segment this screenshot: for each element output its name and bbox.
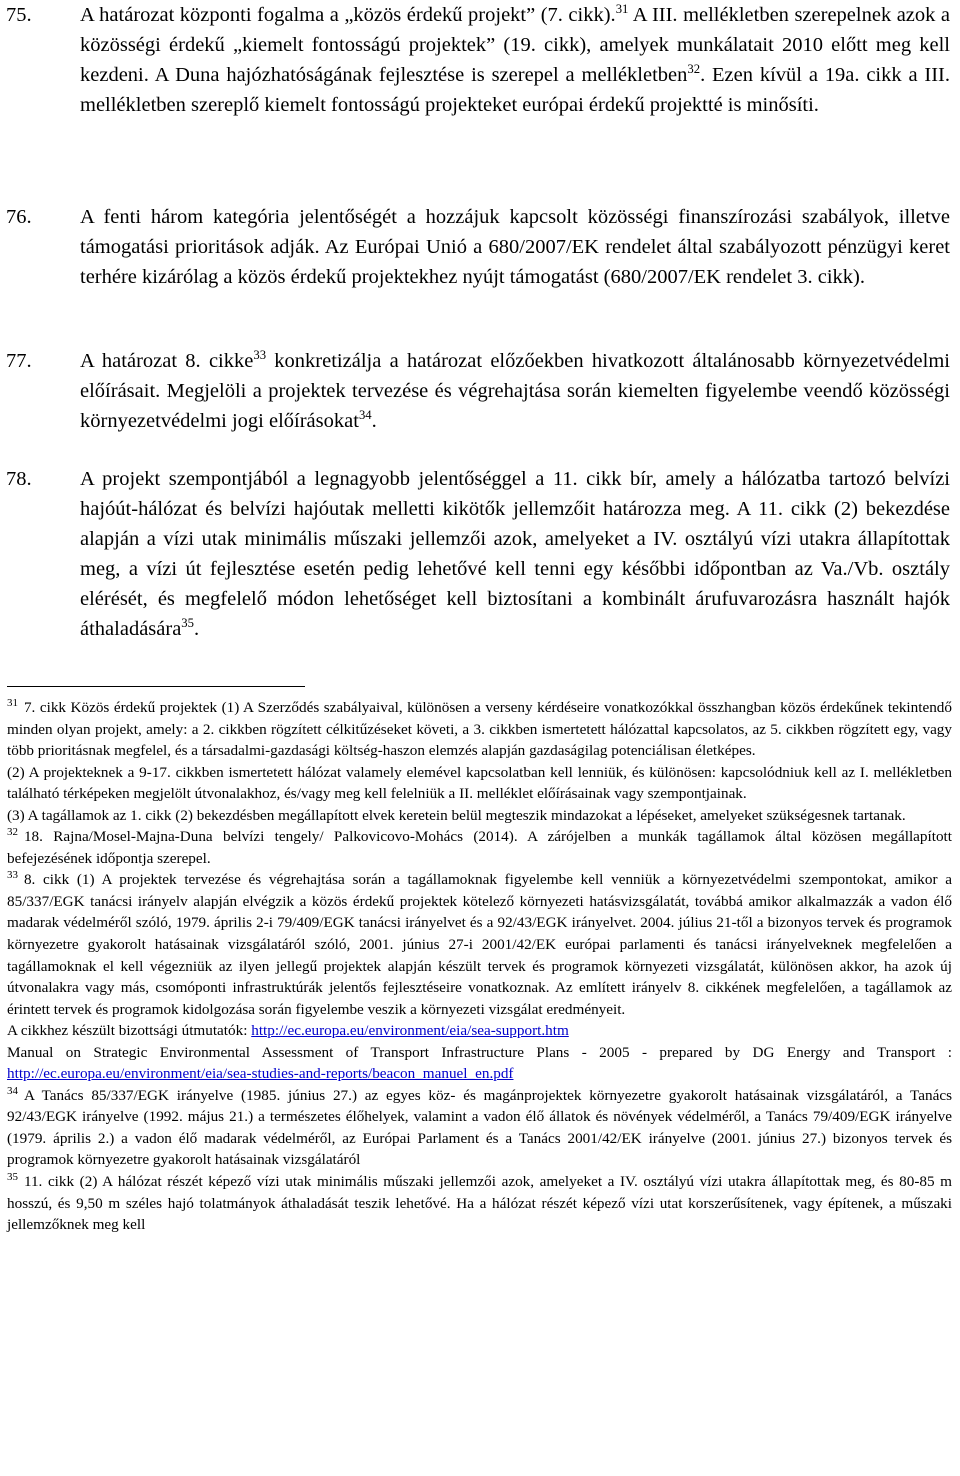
footnote-reference[interactable]: 35 bbox=[181, 616, 194, 631]
text-run: . bbox=[194, 618, 200, 640]
text-run: (2) A projekteknek a 9-17. cikkben ismertetett hálózat valamely elemével kapcsolatban kell lenniük, és különösen: kapcsolódniuk kell az I. mellékletben található térképeken megjelölt útvonalakhoz, és/vagy meg kell felelniük a II. melléklet előírásainak vagy szempontjainak. bbox=[7, 763, 952, 803]
paragraph-76 bbox=[0, 202, 950, 292]
footnote bbox=[7, 697, 952, 762]
text-run: 18. Rajna/Mosel-Majna-Duna belvízi tengely/ Palkovicovo-Mohács (2014). A zárójelben a munkák tagállamok által közösen megállapított befejezésének időpontja szerepel. bbox=[7, 828, 952, 867]
text-run: (3) A tagállamok az 1. cikk (2) bekezdésben megállapított elvek keretein belül megteszik mindazokat a lépéseket, amelyeket szükségesnek tartanak. bbox=[7, 806, 906, 824]
text-run: A III. mellékletben szerepelnek azok a közösségi érdekű „kiemelt fontosságú projektek” (19. cikk), amelyek munkálatait 2010 előtt meg kell kezdeni. A Duna hajózhatóságának fejlesztése is szerepel a mellékletben bbox=[80, 4, 951, 86]
paragraph-text bbox=[80, 202, 950, 292]
paragraph-text bbox=[80, 464, 950, 644]
footnote-guide-link bbox=[7, 1020, 952, 1042]
footnote bbox=[7, 805, 952, 827]
text-run: A határozat központi fogalma a „közös érdekű projekt” (7. cikk). bbox=[80, 4, 616, 26]
paragraph-75 bbox=[0, 0, 950, 120]
footnote-number: 35 bbox=[7, 1170, 18, 1183]
paragraph-number: 77. bbox=[6, 350, 32, 372]
paragraph-number: 76. bbox=[6, 206, 32, 228]
paragraph-number: 75. bbox=[6, 4, 32, 26]
text-run: A Tanács 85/337/EGK irányelve (1985. június 27.) az egyes köz- és magánprojektek környezetre gyakorolt hatásainak vizsgálatáról, a Tanács 92/43/EGK irányelve (1992. május 21.) a természetes élőhelyek, valamint a vadon élő állatok és növények védelméről, a Tanács 79/409/EGK irányelve (1979. április 2.) a vadon élő madarak védelméről, az Európai Parlament és a Tanács 2001/42/EK irányelve (2001. június 27.) bizonyos tervek és programok környezetre gyakorolt hatásainak vizsgálatáról bbox=[7, 1086, 952, 1169]
footnote-separator bbox=[7, 686, 305, 687]
footnote-number: 32 bbox=[7, 826, 18, 839]
footnote-reference[interactable]: 33 bbox=[253, 348, 267, 363]
footnote bbox=[7, 826, 952, 869]
text-run: Manual on Strategic Environmental Assessment of Transport Infrastructure Plans - 2005 - prepared by DG Energy and Transport : bbox=[7, 1043, 952, 1061]
footnote-reference[interactable]: 32 bbox=[687, 62, 701, 77]
footnote-number: 34 bbox=[7, 1084, 18, 1097]
paragraph-number: 78. bbox=[6, 468, 32, 490]
text-run: . bbox=[371, 410, 377, 432]
paragraph-77 bbox=[0, 346, 950, 436]
text-run: 11. cikk (2) A hálózat részét képező vízi utak minimális műszaki jellemzői azok, amelyeket a IV. osztályú vízi utakra állapítottak meg, és 80-85 m hosszú, és 9,50 m széles hajó tolatmányok áthaladását teszik lehetővé. Ha a hálózat részét képező vízi utat korszerűsítenek, vagy építenek, a műszaki jellemzőknek meg kell bbox=[7, 1173, 952, 1234]
footnote-reference[interactable]: 34 bbox=[358, 408, 372, 423]
url-link[interactable]: http://ec.europa.eu/environment/eia/sea-studies-and-reports/beacon_manuel_en.pdf bbox=[7, 1065, 514, 1083]
footnote bbox=[7, 869, 952, 1020]
footnote-manual-link bbox=[7, 1042, 952, 1085]
text-run: 8. cikk (1) A projektek tervezése és végrehajtása során a tagállamoknak figyelembe kell venniük a környezetvédelmi szempontokat, amikor a 85/337/EGK tanácsi irányelv alapján elvégzik a közös érdekű projektek kötelező környezeti hatásvizsgálatát, továbbá amikor alkalmazzák a vadon élő madarak védelméről szóló, 1979. április 2-i 79/409/EGK tanácsi irányelvet és a 92/43/EGK irányelvet. 2004. július 21-től a bizonyos tervek és programok környezetre gyakorolt hatásainak vizsgálatáról szóló, 2001. június 27-i 2001/42/EK európai parlamenti és tanácsi irányelveknek megfelelően a tagállamoknak el kell végezniük az ilyen jellegű projektek alapján készült tervek és programok környezeti vizsgálatát, különösen akkor, ha azok új útvonalakra vagy más, csomóponti infrastruktúrák jelentős fejlesztéseire vonatkoznak. Az említett irányelv 8. cikkének megfelelően, a tagállamok az érintett tervek és programok kidolgozása során figyelembe veszik a környezeti vizsgálat eredményeit. bbox=[7, 871, 952, 1018]
footnote-number: 33 bbox=[7, 869, 18, 882]
footnotes bbox=[7, 697, 952, 1236]
footnote bbox=[7, 762, 952, 805]
footnote bbox=[7, 1085, 952, 1171]
text-run: A határozat 8. cikke bbox=[80, 350, 254, 372]
footnote bbox=[7, 1171, 952, 1236]
footnote-reference[interactable]: 31 bbox=[615, 2, 629, 17]
paragraph-78 bbox=[0, 464, 950, 644]
text-run: A fenti három kategória jelentőségét a hozzájuk kapcsolt közösségi finanszírozási szabályok, illetve támogatási prioritások adják. Az Európai Unió a 680/2007/EK rendelet által szabályozott pénzügyi keret terhére kizárólag a közös érdekű projektekhez nyújt támogatást (680/2007/EK rendelet 3. cikk). bbox=[80, 206, 950, 288]
url-link[interactable]: http://ec.europa.eu/environment/eia/sea-support.htm bbox=[251, 1022, 569, 1040]
text-run: 7. cikk Közös érdekű projektek (1) A Szerződés szabályaival, különösen a verseny kérdéseire vonatkozókkal összhangban közös érdekűnek tekintendő minden olyan projekt, amely: a 2. cikkben rögzített célkitűzéseket követi, a 3. cikkben ismertetett hálózattal kapcsolatos, az 5. cikkben rögzített egy, vagy több prioritásnak megfelel, és a társadalmi-gazdasági költség-haszon elemzés alapján gazdaságilag potenciálisan életképes. bbox=[7, 699, 952, 760]
text-run: A cikkhez készült bizottsági útmutatók: bbox=[7, 1022, 252, 1040]
paragraph-text bbox=[80, 0, 950, 120]
footnote-number: 31 bbox=[7, 696, 18, 709]
paragraph-text bbox=[80, 346, 950, 436]
text-run: A projekt szempontjából a legnagyobb jelentőséggel a 11. cikk bír, amely a hálózatba tartozó belvízi hajóút-hálózat és belvízi hajóutak melletti kikötők jellemzőit határozza meg. A 11. cikk (2) bekezdése alapján a vízi utak minimális műszaki jellemzői azok, amelyeket a IV. osztályú vízi utakra állapítottak meg, a vízi út fejlesztése esetén pedig lehetővé kell tenni egy későbbi időpontban az Va./Vb. osztály elérését, és megfelelő módon lehetőséget kell biztosítani a kombinált árufuvarozásra használt hajók áthaladására bbox=[80, 468, 950, 640]
text-run: . Ezen kívül a 19a. cikk a III. mellékletben szereplő kiemelt fontosságú projekteket európai érdekű projektté is minősíti. bbox=[80, 64, 950, 116]
text-run: konkretizálja a határozat előzőekben hivatkozott általánosabb környezetvédelmi előírásait. Megjelöli a projektek tervezése és végrehajtása során kiemelten figyelembe veendő közösségi környezetvédelmi jogi előírásokat bbox=[80, 350, 950, 432]
